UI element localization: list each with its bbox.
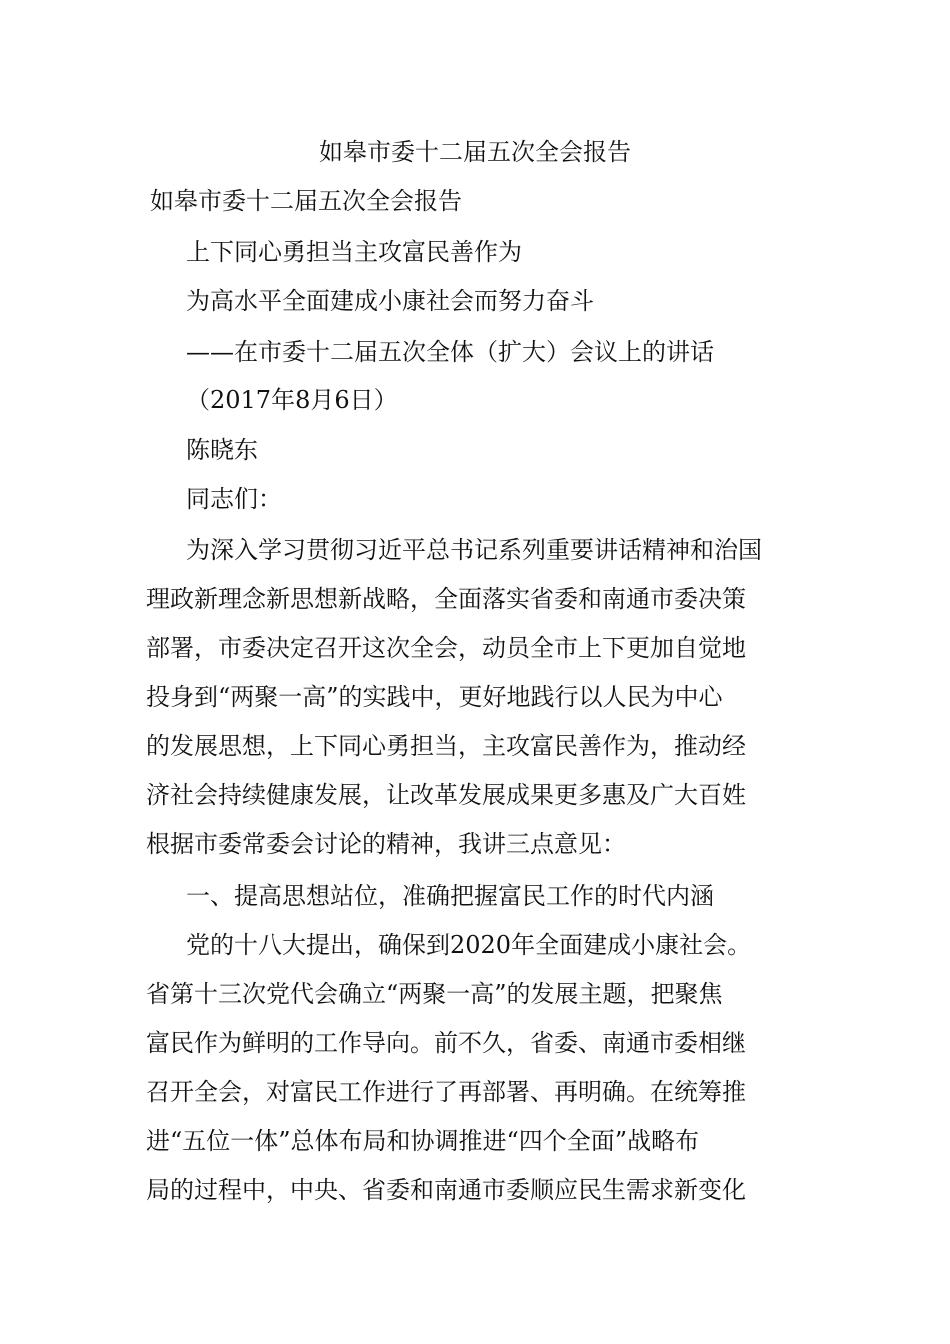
section-heading-1: 一、提高思想站位，准确把握富民工作的时代内涵 xyxy=(186,882,714,910)
paragraph-line: 根据市委常委会讨论的精神，我讲三点意见： xyxy=(146,830,626,858)
paragraph-line: 局的过程中，中央、省委和南通市委顺应民生需求新变化 xyxy=(146,1176,746,1204)
paragraph-line: 召开全会，对富民工作进行了再部署、再明确。在统筹推 xyxy=(146,1078,746,1106)
paragraph-line: 部署，市委决定召开这次全会，动员全市上下更加自觉地 xyxy=(146,634,746,662)
paragraph-2 xyxy=(146,930,806,1224)
speech-headline-2: 为高水平全面建成小康社会而努力奋斗 xyxy=(186,287,594,315)
paragraph-line: 进“五位一体”总体布局和协调推进“四个全面”战略布 xyxy=(146,1127,700,1155)
paragraph-line: 为深入学习贯彻习近平总书记系列重要讲话精神和治国 xyxy=(186,536,762,564)
paragraph-line: 党的十八大提出，确保到2020年全面建成小康社会。 xyxy=(186,931,752,959)
paragraph-line: 富民作为鲜明的工作导向。前不久，省委、南通市委相继 xyxy=(146,1029,746,1057)
speech-headline-1: 上下同心勇担当主攻富民善作为 xyxy=(186,238,522,266)
paragraph-line: 理政新理念新思想新战略，全面落实省委和南通市委决策 xyxy=(146,585,746,613)
greeting: 同志们： xyxy=(186,485,282,513)
document-title: 如皋市委十二届五次全会报告 xyxy=(319,138,631,166)
paragraph-line: 省第十三次党代会确立“两聚一高”的发展主题，把聚焦 xyxy=(146,980,723,1008)
speech-date: （2017年8月6日） xyxy=(186,386,398,414)
author-name: 陈晓东 xyxy=(186,436,258,464)
speech-headline-3: ——在市委十二届五次全体（扩大）会议上的讲话 xyxy=(186,338,714,366)
paragraph-line: 济社会持续健康发展，让改革发展成果更多惠及广大百姓 xyxy=(146,781,746,809)
document-subtitle: 如皋市委十二届五次全会报告 xyxy=(150,187,462,215)
paragraph-line: 的发展思想，上下同心勇担当，主攻富民善作为，推动经 xyxy=(146,732,746,760)
paragraph-1 xyxy=(146,535,806,878)
paragraph-line: 投身到“两聚一高”的实践中，更好地践行以人民为中心 xyxy=(146,683,723,711)
